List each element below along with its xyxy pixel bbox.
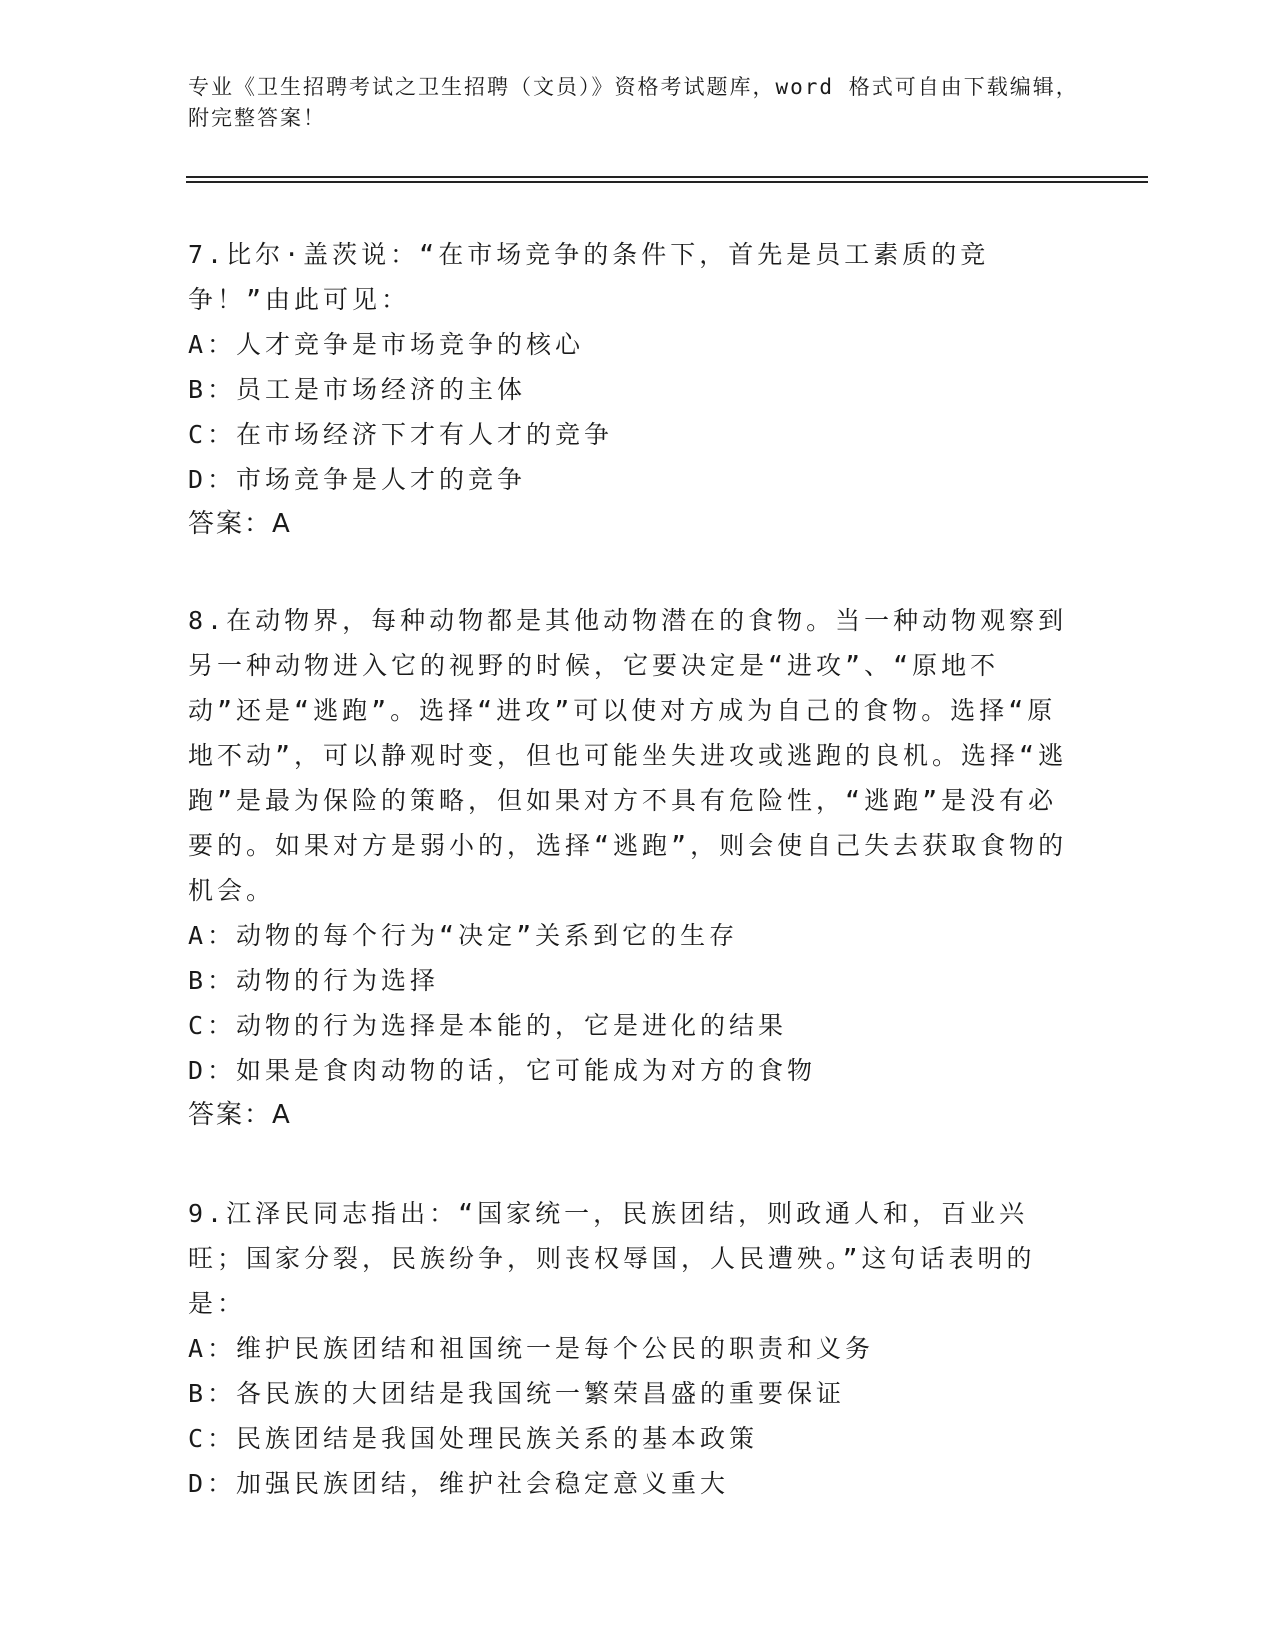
question-9 [188,1191,1068,1506]
option-b: B：员工是市场经济的主体 [188,375,527,404]
option-d: D：如果是食肉动物的话，它可能成为对方的食物 [188,1056,817,1085]
option-a: A：维护民族团结和祖国统一是每个公民的职责和义务 [188,1334,875,1363]
answer-label: 答案：A [188,509,292,539]
header-divider-top [186,176,1148,178]
question-stem: 8.在动物界，每种动物都是其他动物潜在的食物。当一种动物观察到另一种动物进入它的视野的时候，它要决定是“进攻”、“原地不动”还是“逃跑”。选择“进攻”可以使对方成为自己的食物。选择“原地不动”，可以静观时变，但也可能坐失进攻或逃跑的良机。选择“逃跑”是最为保险的策略，但如果对方不具有危险性，“逃跑”是没有必要的。如果对方是弱小的，选择“逃跑”，则会使自己失去获取食物的机会。 [188,606,1068,905]
question-8 [188,598,1068,1138]
option-a: A：人才竞争是市场竞争的核心 [188,330,585,359]
option-c: C：动物的行为选择是本能的，它是进化的结果 [188,1011,788,1040]
question-stem: 7.比尔·盖茨说：“在市场竞争的条件下，首先是员工素质的竞争！”由此可见： [188,240,990,314]
header-intro-text: 专业《卫生招聘考试之卫生招聘（文员）》资格考试题库，word 格式可自由下载编辑，附完整答案！ [188,75,1079,130]
option-b: B：动物的行为选择 [188,966,440,995]
option-d: D：加强民族团结，维护社会稳定意义重大 [188,1469,730,1498]
document-header [188,72,1088,134]
option-c: C：民族团结是我国处理民族关系的基本政策 [188,1424,759,1453]
question-7 [188,232,1068,547]
question-stem: 9.江泽民同志指出：“国家统一，民族团结，则政通人和，百业兴旺；国家分裂，民族纷争，则丧权辱国，人民遭殃。”这句话表明的是： [188,1199,1036,1318]
option-a: A：动物的每个行为“决定”关系到它的生存 [188,921,739,950]
option-d: D：市场竞争是人才的竞争 [188,465,527,494]
option-b: B：各民族的大团结是我国统一繁荣昌盛的重要保证 [188,1379,846,1408]
answer-label: 答案：A [188,1100,292,1130]
header-divider-bottom [186,181,1148,183]
option-c: C：在市场经济下才有人才的竞争 [188,420,614,449]
